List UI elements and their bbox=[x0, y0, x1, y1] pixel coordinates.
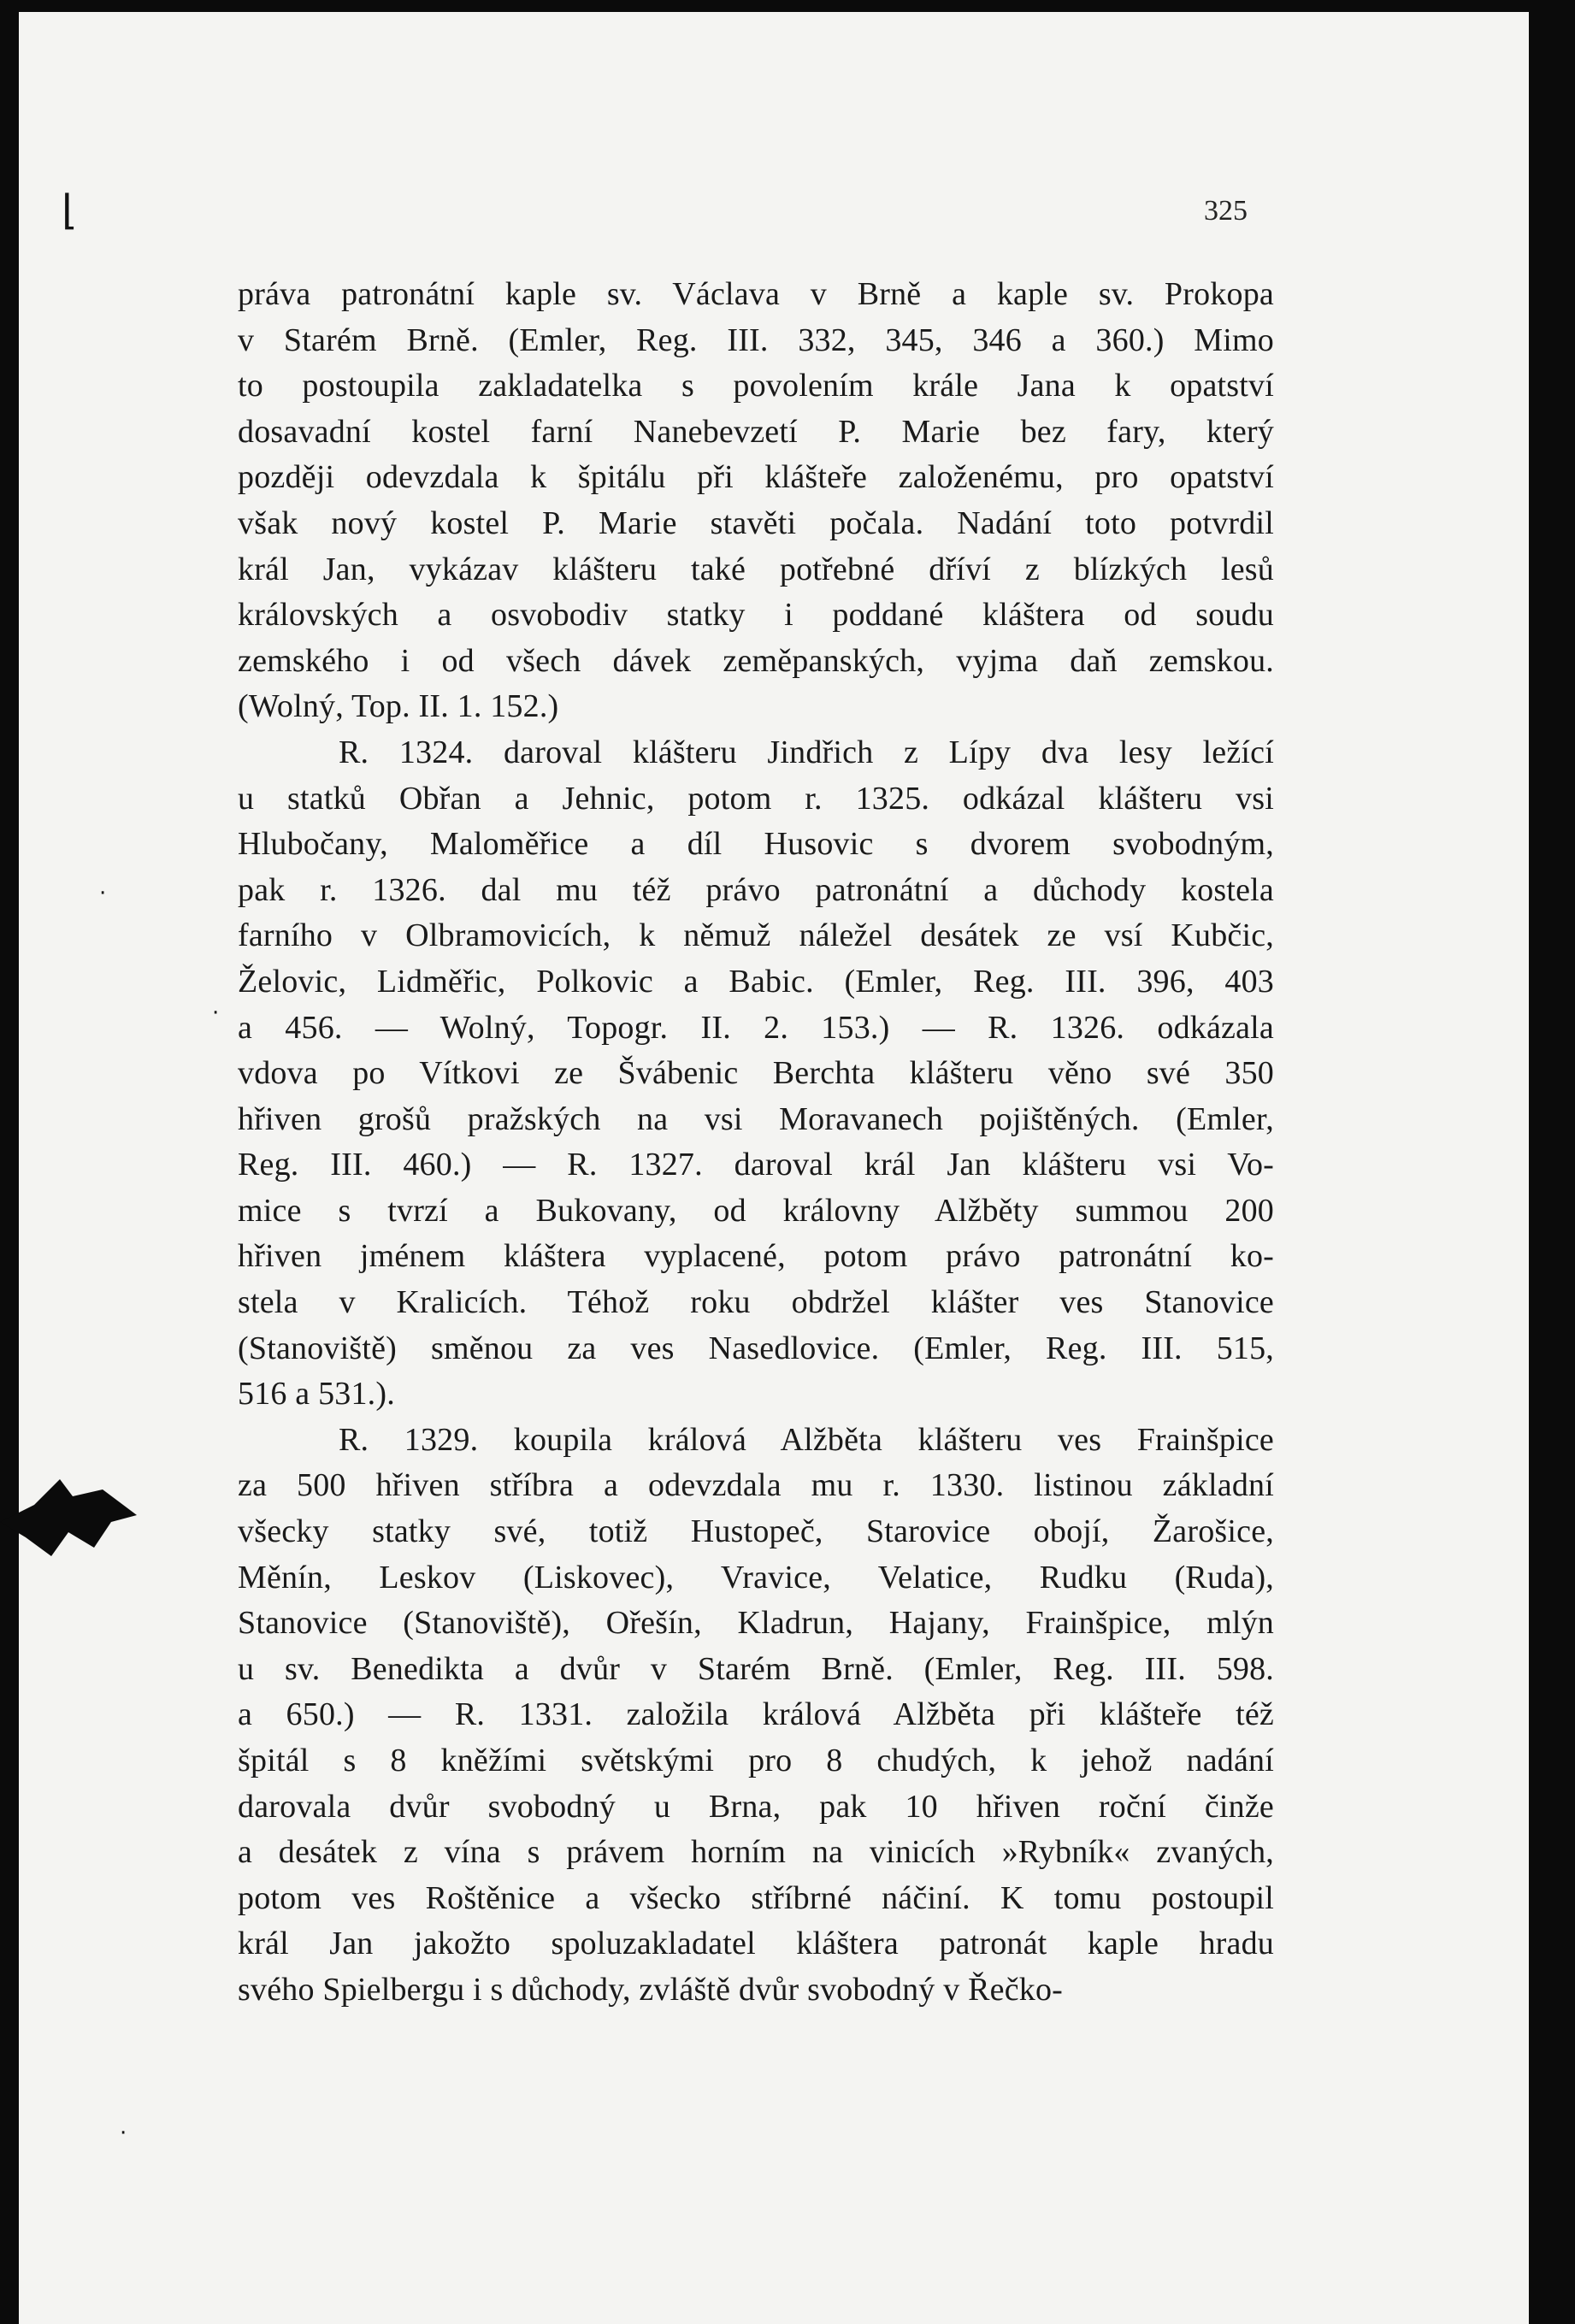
ink-blot-decoration bbox=[0, 1471, 145, 1565]
scan-border-top bbox=[0, 0, 1575, 12]
text-line: práva patronátní kaple sv. Václava v Brně a kaple sv. Prokopa bbox=[238, 276, 1274, 312]
text-line: to postoupila zakladatelka s povolením krále Jana k opatství bbox=[238, 368, 1274, 404]
text-line: darovala dvůr svobodný u Brna, pak 10 hřiven roční činže bbox=[238, 1788, 1274, 1825]
text-line: a 456. — Wolný, Topogr. II. 2. 153.) — R. 1326. odkázala bbox=[238, 1009, 1274, 1046]
text-line: mice s tvrzí a Bukovany, od královny Alžběty summou 200 bbox=[238, 1192, 1274, 1229]
text-line: později odevzdala k špitálu při klášteře založenému, pro opatství bbox=[238, 459, 1274, 496]
text-line: R. 1324. daroval klášteru Jindřich z Lípy dva lesy ležící bbox=[339, 734, 1274, 770]
scan-mark-dot: · bbox=[99, 881, 107, 906]
text-line: Měnín, Leskov (Liskovec), Vravice, Velatice, Rudku (Ruda), bbox=[238, 1559, 1274, 1596]
text-line: (Wolný, Top. II. 1. 152.) bbox=[238, 688, 559, 725]
scan-border-left bbox=[0, 0, 19, 2324]
text-line: Hlubočany, Maloměřice a díl Husovic s dvorem svobodným, bbox=[238, 826, 1274, 863]
text-line: však nový kostel P. Marie stavěti počala. Nadání toto potvrdil bbox=[238, 504, 1274, 541]
text-line: v Starém Brně. (Emler, Reg. III. 332, 345, 346 a 360.) Mimo bbox=[238, 321, 1274, 358]
text-line: královských a osvobodiv statky i poddané kláštera od soudu bbox=[238, 597, 1274, 634]
scan-border-right bbox=[1529, 0, 1575, 2324]
text-line: a desátek z vína s právem horním na vinicích »Rybník« zvaných, bbox=[238, 1834, 1274, 1871]
text-line: zemského i od všech dávek zeměpanských, vyjma daň zemskou. bbox=[238, 642, 1274, 679]
text-line: král Jan, vykázav klášteru také potřebné dříví z blízkých lesů bbox=[238, 551, 1274, 587]
scan-mark-dot: · bbox=[212, 1000, 220, 1026]
text-line: za 500 hřiven stříbra a odevzdala mu r. 1330. listinou základní bbox=[238, 1467, 1274, 1504]
text-line: (Stanoviště) směnou za ves Nasedlovice. (Emler, Reg. III. 515, bbox=[238, 1330, 1274, 1366]
text-line: R. 1329. koupila králová Alžběta klášteru ves Frainšpice bbox=[339, 1421, 1274, 1458]
scan-mark-top: ⌊ bbox=[62, 186, 78, 234]
text-line: dosavadní kostel farní Nanebevzetí P. Marie bez fary, který bbox=[238, 413, 1274, 450]
text-line: Stanovice (Stanoviště), Ořešín, Kladrun, Hajany, Frainšpice, mlýn bbox=[238, 1605, 1274, 1642]
text-line: král Jan jakožto spoluzakladatel kláštera patronát kaple hradu bbox=[238, 1926, 1274, 1962]
text-line: hřiven jménem kláštera vyplacené, potom právo patronátní ko- bbox=[238, 1238, 1274, 1275]
text-line: 516 a 531.). bbox=[238, 1376, 395, 1413]
page-number: 325 bbox=[1204, 195, 1248, 227]
text-line: potom ves Roštěnice a všecko stříbrné náčiní. K tomu postoupil bbox=[238, 1879, 1274, 1916]
text-line: hřiven grošů pražských na vsi Moravanech pojištěných. (Emler, bbox=[238, 1100, 1274, 1137]
text-line: farního v Olbramovicích, k němuž náležel desátek ze vsí Kubčic, bbox=[238, 917, 1274, 954]
text-line: u sv. Benedikta a dvůr v Starém Brně. (Emler, Reg. III. 598. bbox=[238, 1650, 1274, 1687]
text-line: Reg. III. 460.) — R. 1327. daroval král Jan klášteru vsi Vo- bbox=[238, 1147, 1274, 1183]
text-line: pak r. 1326. dal mu též právo patronátní a důchody kostela bbox=[238, 871, 1274, 908]
text-line: špitál s 8 kněžími světskými pro 8 chudých, k jehož nadání bbox=[238, 1743, 1274, 1778]
scan-mark-dot: · bbox=[120, 2121, 127, 2146]
text-line: všecky statky své, totiž Hustopeč, Starovice obojí, Žarošice, bbox=[238, 1513, 1274, 1550]
text-line: svého Spielbergu i s důchody, zvláště dvůr svobodný v Řečko- bbox=[238, 1971, 1064, 2008]
text-line: a 650.) — R. 1331. založila králová Alžběta při klášteře též bbox=[238, 1696, 1274, 1733]
body-text bbox=[238, 272, 1274, 2014]
text-line: u statků Obřan a Jehnic, potom r. 1325. odkázal klášteru vsi bbox=[238, 780, 1274, 817]
text-line: vdova po Vítkovi ze Švábenic Berchta klášteru věno své 350 bbox=[238, 1055, 1274, 1092]
text-line: Želovic, Lidměřic, Polkovic a Babic. (Emler, Reg. III. 396, 403 bbox=[238, 963, 1274, 1000]
text-line: stela v Kralicích. Téhož roku obdržel klášter ves Stanovice bbox=[238, 1284, 1274, 1321]
